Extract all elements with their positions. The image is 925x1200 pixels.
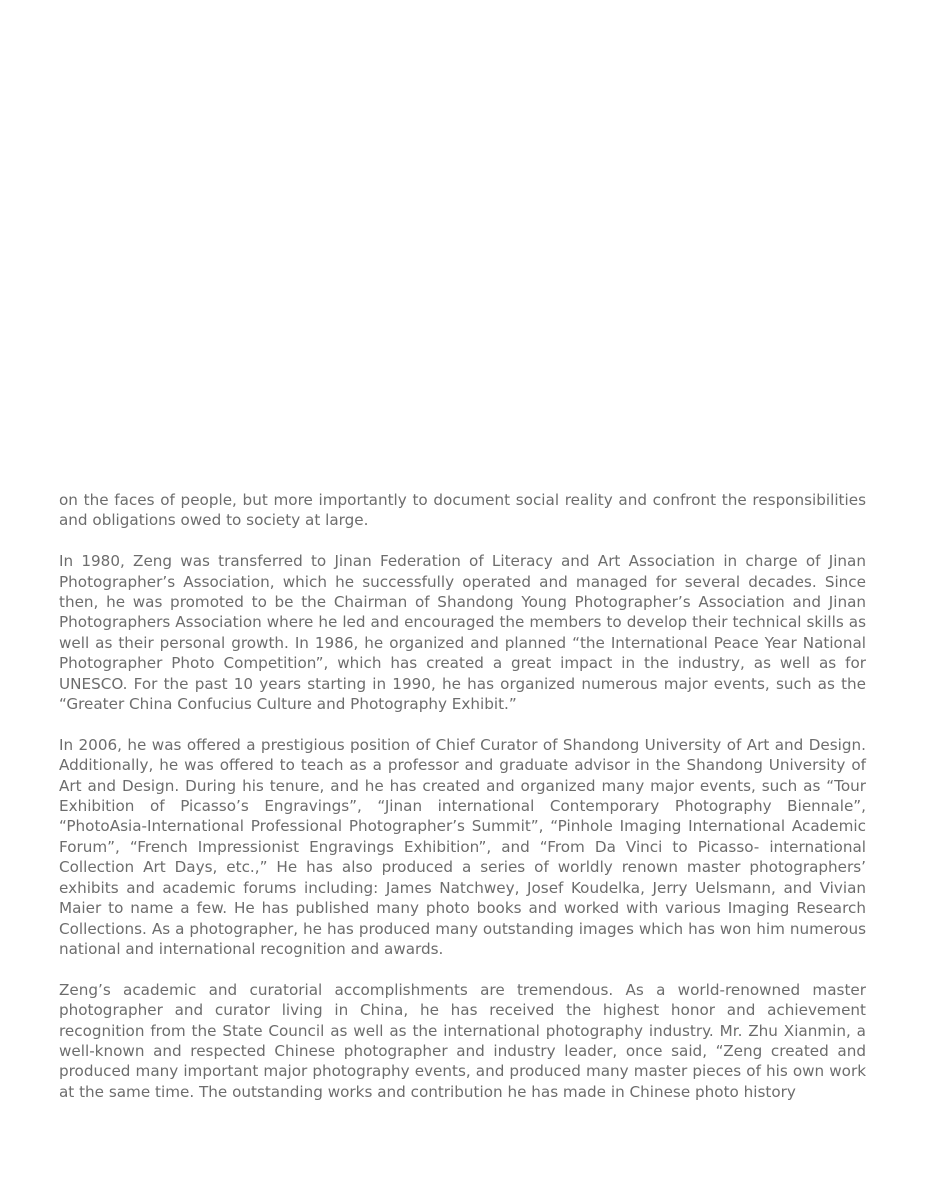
paragraph-intro-continuation: on the faces of people, but more importantly to document social reality and confront the responsibilities and obligations owed to society at large. (59, 491, 866, 530)
paragraph-accomplishments: Zeng’s academic and curatorial accomplishments are tremendous. As a world-renowned master photographer and curator living in China, he has received the highest honor and achievement recognition from the State Council as well as the international photography industry. Mr. Zhu Xianmin, a well-known and respected Chinese photographer and industry leader, once said, “Zeng created and produced many important major photography events, and produced many master pieces of his own work at the same time. The outstanding works and contribution he has made in Chinese photo history (59, 980, 866, 1101)
body-text (59, 490, 866, 1102)
paragraph-1980-jinan: In 1980, Zeng was transferred to Jinan Federation of Literacy and Art Association in charge of Jinan Photographer’s Association, which he successfully operated and managed for several decades. Since then, he was promoted to be the Chairman of Shandong Young Photographer’s Association and Jinan Photographers Association where he led and encouraged the members to develop their technical skills as well as their personal growth. In 1986, he organized and planned “the International Peace Year National Photographer Photo Competition”, which has created a great impact in the industry, as well as for UNESCO. For the past 10 years starting in 1990, he has organized numerous major events, such as the “Greater China Confucius Culture and Photography Exhibit.” (59, 552, 866, 714)
paragraph-2006-curator: In 2006, he was offered a prestigious position of Chief Curator of Shandong University of Art and Design. Additionally, he was offered to teach as a professor and graduate advisor in the Shandong University of Art and Design. During his tenure, and he has created and organized many major events, such as “Tour Exhibition of Picasso’s Engravings”, “Jinan international Contemporary Photography Biennale”, “PhotoAsia-International Professional Photographer’s Summit”, “Pinhole Imaging International Academic Forum”, “French Impressionist Engravings Exhibition”, and “From Da Vinci to Picasso- international Collection Art Days, etc.,” He has also produced a series of worldly renown master photographers’ exhibits and academic forums including: James Natchwey, Josef Koudelka, Jerry Uelsmann, and Vivian Maier to name a few. He has published many photo books and worked with various Imaging Research Collections. As a photographer, he has produced many outstanding images which has won him numerous national and international recognition and awards. (59, 735, 866, 958)
